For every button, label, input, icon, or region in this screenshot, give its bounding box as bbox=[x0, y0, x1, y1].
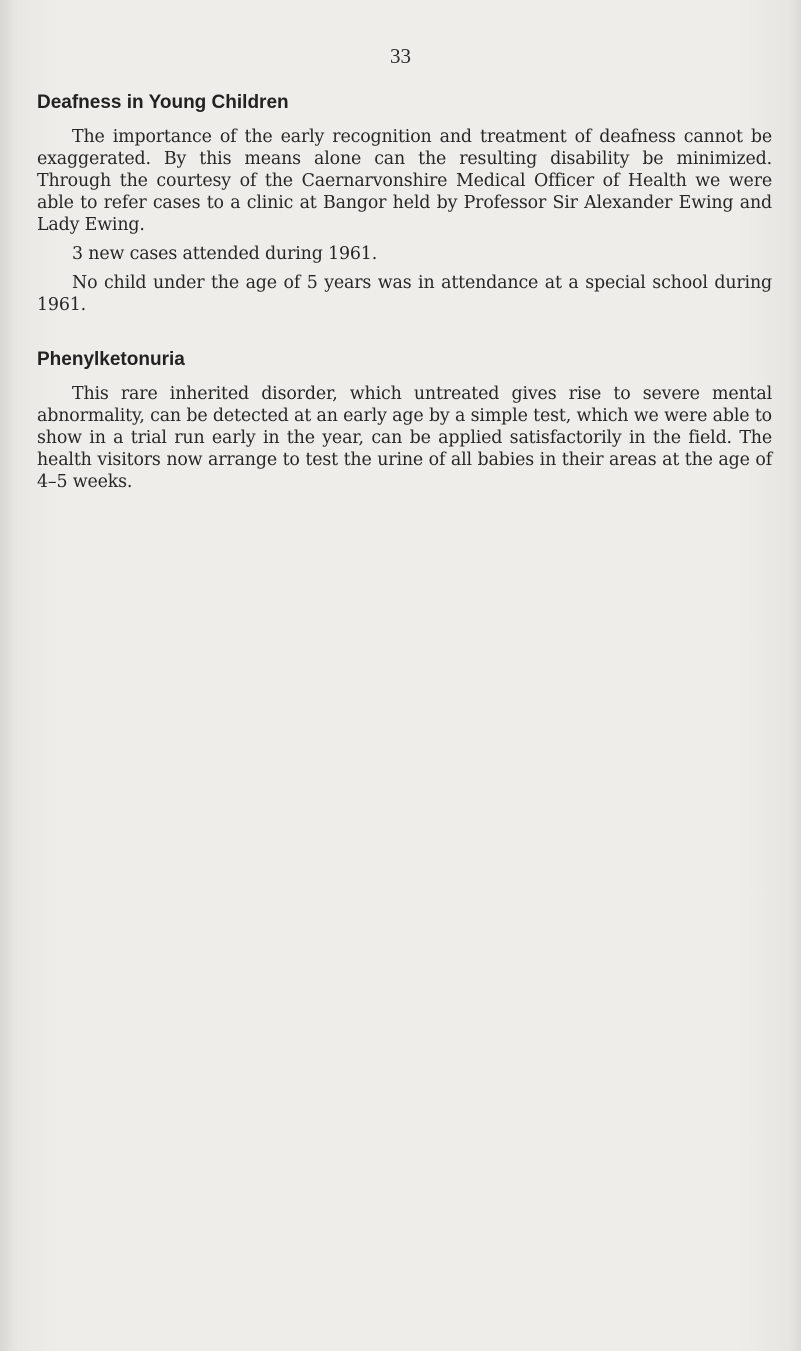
paragraph: No child under the age of 5 years was in attendance at a special school during 1961. bbox=[37, 273, 772, 315]
paragraph: This rare inherited disorder, which untreated gives rise to severe mental abnormality, can be detected at an early age by a simple test, which we were able to show in a trial run early in the year, can be applied satisfactorily in the field. The health visitors now arrange to test the urine of all babies in their areas at the age of 4–5 weeks. bbox=[37, 384, 772, 492]
page-number: 33 bbox=[390, 44, 411, 68]
section-heading-phenylketonuria: Phenylketonuria bbox=[37, 349, 185, 370]
section-heading-deafness: Deafness in Young Children bbox=[37, 92, 289, 113]
section-phenylketonuria bbox=[37, 349, 772, 493]
section-spacer bbox=[37, 323, 772, 349]
paragraph: 3 new cases attended during 1961. bbox=[72, 244, 378, 264]
section-deafness bbox=[37, 92, 772, 316]
paragraph: The importance of the early recognition and treatment of deafness cannot be exaggerated. By this means alone can the resulting disability be minimized. Through the courtesy of the Caernarvonshire Medical Officer of Health we were able to refer cases to a clinic at Bangor held by Professor Sir Alexander Ewing and Lady Ewing. bbox=[37, 127, 772, 235]
page-content bbox=[37, 92, 772, 500]
